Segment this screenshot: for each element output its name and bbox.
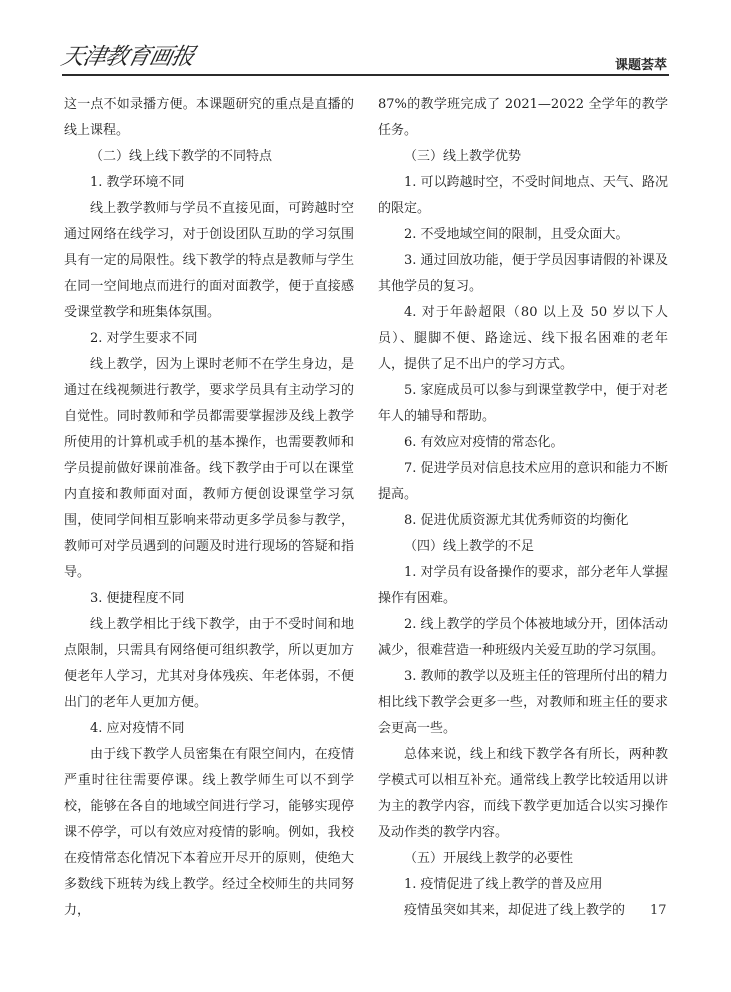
paragraph: 4. 对于年龄超限（80 以上及 50 岁以下人员）、腿脚不便、路途远、线下报名困难的老年人，提供了足不出户的学习方式。 — [378, 305, 668, 372]
section-heading: 1. 疫情促进了线上教学的普及应用 — [404, 877, 603, 892]
paragraph: 1. 可以跨越时空，不受时间地点、天气、路况的限定。 — [378, 175, 668, 216]
paragraph: 这一点不如录播方便。本课题研究的重点是直播的线上课程。 — [64, 97, 354, 138]
paragraph: 2. 线上教学的学员个体被地域分开，团体活动减少，很难营造一种班级内关爱互助的学习氛围。 — [378, 617, 668, 658]
left-column — [64, 92, 354, 924]
paragraph: 疫情虽突如其来，却促进了线上教学的 — [404, 903, 626, 918]
section-heading: （三）线上教学优势 — [404, 149, 522, 164]
paragraph: 3. 教师的教学以及班主任的管理所付出的精力相比线下教学会更多一些，对教师和班主任的要求会更高一些。 — [378, 669, 668, 736]
right-column — [378, 92, 668, 924]
paragraph: 7. 促进学员对信息技术应用的意识和能力不断提高。 — [378, 461, 668, 502]
paragraph: 87%的教学班完成了 2021—2022 全学年的教学任务。 — [378, 97, 668, 138]
page-number: 17 — [650, 903, 667, 918]
paragraph: 8. 促进优质资源尤其优秀师资的均衡化 — [404, 513, 629, 528]
paragraph: 6. 有效应对疫情的常态化。 — [404, 435, 564, 450]
paragraph: 线上教学教师与学员不直接见面，可跨越时空通过网络在线学习，对于创设团队互助的学习氛围具有一定的局限性。线下教学的特点是教师与学生在同一空间地点而进行的面对面教学，便于直接感受课堂教学和班集体氛围。 — [64, 201, 354, 320]
section-heading: 1. 教学环境不同 — [90, 175, 185, 190]
paragraph: 由于线下教学人员密集在有限空间内，在疫情严重时往往需要停课。线上教学师生可以不到学校，能够在各自的地域空间进行学习，能够实现停课不停学，可以有效应对疫情的影响。例如，我校在疫情常态化情况下本着应开尽开的原则，使绝大多数线下班转为线上教学。经过全校师生的共同努力， — [64, 747, 354, 918]
paragraph: 总体来说，线上和线下教学各有所长，两种教学模式可以相互补充。通常线上教学比较适用以讲为主的教学内容，而线下教学更加适合以实习操作及动作类的教学内容。 — [378, 747, 668, 840]
section-heading: （四）线上教学的不足 — [404, 539, 535, 554]
section-tag: 课题荟萃 — [614, 58, 667, 73]
paragraph: 2. 不受地域空间的限制，且受众面大。 — [404, 227, 629, 242]
paragraph: 线上教学相比于线下教学，由于不受时间和地点限制，只需具有网络便可组织教学，所以更加方便老年人学习，尤其对身体残疾、年老体弱，不便出门的老年人更加方便。 — [64, 617, 354, 710]
header-rule — [62, 74, 669, 76]
section-heading: 2. 对学生要求不同 — [90, 331, 198, 346]
section-heading: （五）开展线上教学的必要性 — [404, 851, 574, 866]
paragraph: 5. 家庭成员可以参与到课堂教学中，便于对老年人的辅导和帮助。 — [378, 383, 668, 424]
paragraph: 3. 通过回放功能，便于学员因事请假的补课及其他学员的复习。 — [378, 253, 668, 294]
section-heading: （二）线上线下教学的不同特点 — [90, 149, 273, 164]
page-header — [0, 0, 731, 80]
paragraph: 线上教学，因为上课时老师不在学生身边，是通过在线视频进行教学，要求学员具有主动学习的自觉性。同时教师和学员都需要掌握涉及线上教学所使用的计算机或手机的基本操作，也需要教师和学员提前做好课前准备。线下教学由于可以在课堂内直接和教师面对面，教师方便创设课堂学习氛围，使同学间相互影响来带动更多学员参与教学，教师可对学员遇到的问题及时进行现场的答疑和指导。 — [64, 357, 354, 580]
paragraph: 1. 对学员有设备操作的要求，部分老年人掌握操作有困难。 — [378, 565, 668, 606]
section-heading: 3. 便捷程度不同 — [90, 591, 185, 606]
section-heading: 4. 应对疫情不同 — [90, 721, 185, 736]
journal-logo: 天津教育画报 — [58, 44, 197, 70]
